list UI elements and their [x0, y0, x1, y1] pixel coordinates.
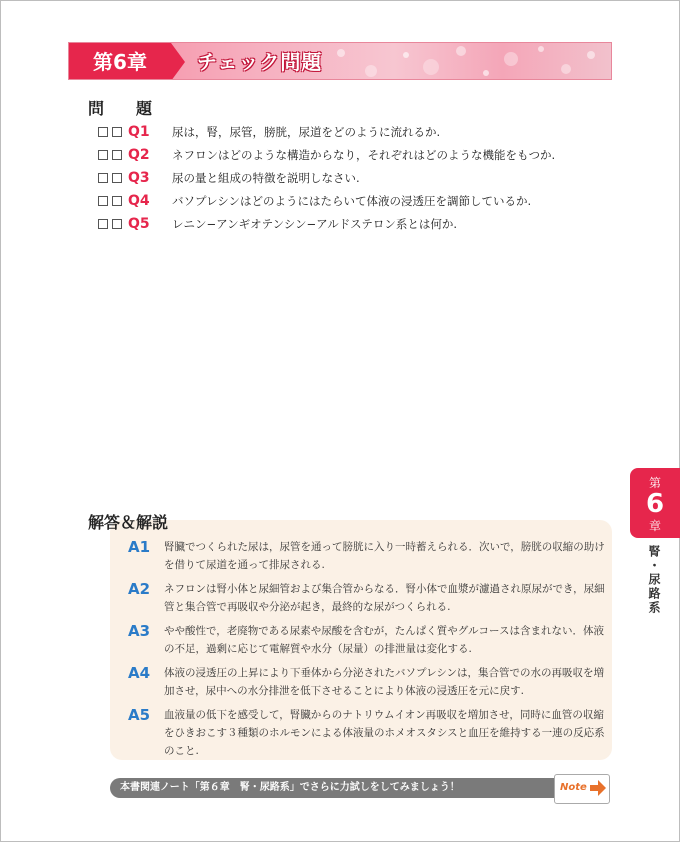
- question-list: [98, 120, 618, 235]
- question-text: バソプレシンはどのようにはたらいて体液の浸透圧を調節しているか.: [172, 193, 532, 208]
- question-row: [98, 212, 618, 235]
- side-tab-dai: 第: [648, 476, 661, 490]
- answer-item: [128, 580, 606, 616]
- question-label: Q1: [128, 123, 150, 140]
- answer-list: [128, 538, 606, 766]
- question-label: Q4: [128, 192, 150, 209]
- answer-label: A2: [128, 580, 151, 598]
- answer-label: A4: [128, 664, 151, 682]
- answer-item: [128, 622, 606, 658]
- side-tab-title: 腎・尿路系: [647, 545, 661, 615]
- checkbox[interactable]: [98, 150, 108, 160]
- checkbox[interactable]: [112, 219, 122, 229]
- checkbox[interactable]: [98, 173, 108, 183]
- answer-text: 腎臓でつくられた尿は，尿管を通って膀胱に入り一時蓄えられる．次いで，膀胱の収縮の助けを借りて尿道を通って排尿される.: [164, 541, 605, 571]
- checkbox[interactable]: [98, 127, 108, 137]
- chapter-tag: 第6章: [69, 43, 171, 80]
- question-text: レニン−アンギオテンシン−アルドステロン系とは何か.: [172, 216, 458, 231]
- question-row: [98, 120, 618, 143]
- page-title: チェック問題: [197, 50, 323, 74]
- answer-label: A1: [128, 538, 151, 556]
- answer-item: [128, 538, 606, 574]
- note-label: Note: [560, 782, 587, 793]
- answer-text: ネフロンは腎小体と尿細管および集合管からなる．腎小体で血漿が濾過され原尿ができ，尿細管と集合管で再吸収や分泌が起き，最終的な尿がつくられる.: [164, 583, 605, 613]
- banner-decoration: [311, 43, 611, 80]
- checkbox[interactable]: [112, 150, 122, 160]
- questions-heading: 問 題: [88, 99, 161, 118]
- checkbox[interactable]: [98, 219, 108, 229]
- arrow-right-icon: [588, 778, 608, 798]
- answer-text: 体液の浸透圧の上昇により下垂体から分泌されたバソプレシンは，集合管での水の再吸収を増加させ，尿中への水分排泄を低下させることにより体液の浸透圧を元に戻す.: [164, 667, 605, 697]
- checkbox[interactable]: [112, 196, 122, 206]
- question-text: 尿の量と組成の特徴を説明しなさい.: [172, 170, 360, 185]
- chapter-arrow: [171, 43, 185, 80]
- side-tab-number: 6: [645, 489, 665, 519]
- answer-label: A3: [128, 622, 151, 640]
- checkbox[interactable]: [112, 173, 122, 183]
- answer-text: やや酸性で，老廃物である尿素や尿酸を含むが，たんぱく質やグルコースは含まれない．体液の不足，過剰に応じて電解質や水分（尿量）の排泄量は変化する.: [164, 625, 604, 655]
- side-tab-sho: 章: [648, 519, 661, 533]
- question-row: [98, 166, 618, 189]
- chapter-banner: [68, 42, 612, 80]
- checkbox[interactable]: [112, 127, 122, 137]
- question-label: Q3: [128, 169, 150, 186]
- checkbox[interactable]: [98, 196, 108, 206]
- answer-label: A5: [128, 706, 151, 724]
- answer-item: [128, 664, 606, 700]
- question-row: [98, 143, 618, 166]
- question-label: Q2: [128, 146, 150, 163]
- chapter-side-tab: [630, 468, 680, 538]
- answer-item: [128, 706, 606, 760]
- question-text: ネフロンはどのような構造からなり，それぞれはどのような機能をもつか.: [172, 147, 556, 162]
- footer-text: 本書関連ノート「第６章 腎・尿路系」でさらに力試しをしてみましょう！: [120, 782, 460, 793]
- answers-heading: 解答＆解説: [88, 513, 169, 532]
- question-row: [98, 189, 618, 212]
- question-text: 尿は，腎，尿管，膀胱，尿道をどのように流れるか.: [172, 124, 441, 139]
- question-label: Q5: [128, 215, 150, 232]
- answer-text: 血液量の低下を感受して，腎臓からのナトリウムイオン再吸収を増加させ，同時に血管の収縮をひきおこす３種類のホルモンによる体液量のホメオスタシスと血圧を維持する一連の反応系のこと.: [164, 709, 605, 757]
